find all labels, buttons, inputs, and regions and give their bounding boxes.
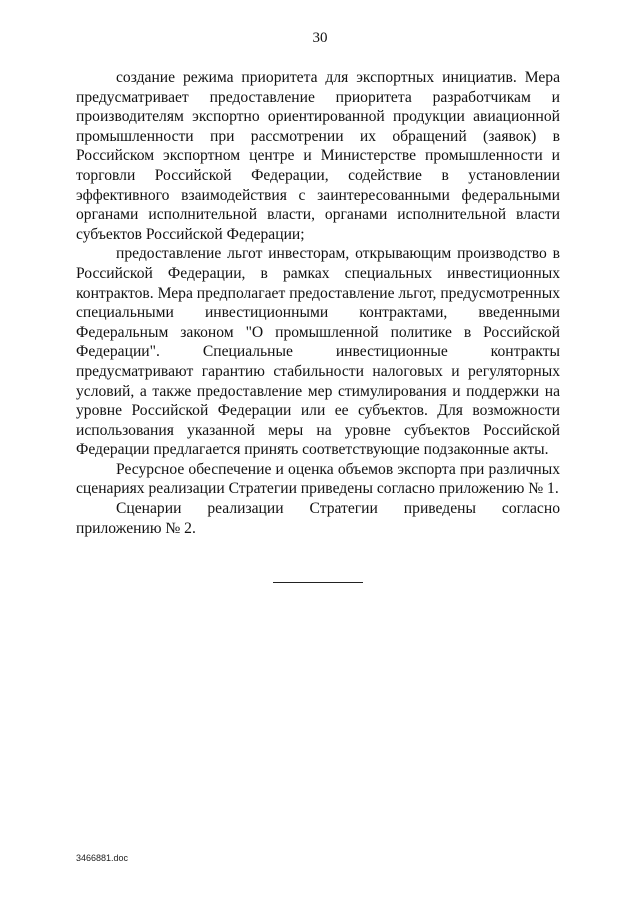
paragraph-export-priority: создание режима приоритета для экспортных инициатив. Мера предусматривает предоставление приоритета разработчикам и производителям экспортно ориентированной продукции авиационной промышленности при рассмотрении их обращений (заявок) в Российском экспортном центре и Министерстве промышленности и торговли Российской Федерации, содействие в установлении эффективного взаимодействия с заинтересованными федеральными органами исполнительной власти, органами исполнительной власти субъектов Российской Федерации; <box>76 69 560 243</box>
footer-file-name: 3466881.doc <box>76 853 129 863</box>
end-separator-line <box>273 582 363 583</box>
page-number: 30 <box>312 30 328 46</box>
paragraph-resource-provision: Ресурсное обеспечение и оценка объемов экспорта при различных сценариях реализации Стратегии приведены согласно приложению № 1. <box>76 460 560 498</box>
paragraph-scenarios: Сценарии реализации Стратегии приведены согласно приложению № 2. <box>76 500 560 537</box>
document-body <box>76 68 560 538</box>
paragraph-investor-benefits: предоставление льгот инвесторам, открывающим производство в Российской Федерации, в рамках специальных инвестиционных контрактов. Мера предполагает предоставление льгот, предусмотренных специальными инвестиционными контрактами, введенными Федеральным законом "О промышленной политике в Российской Федерации". Специальные инвестиционные контракты предусматривают гарантию стабильности налоговых и регуляторных условий, а также предоставление мер стимулирования и поддержки на уровне Российской Федерации или ее субъектов. Для возможности использования указанной меры на уровне субъектов Российской Федерации предлагается принять соответствующие подзаконные акты. <box>76 245 560 459</box>
